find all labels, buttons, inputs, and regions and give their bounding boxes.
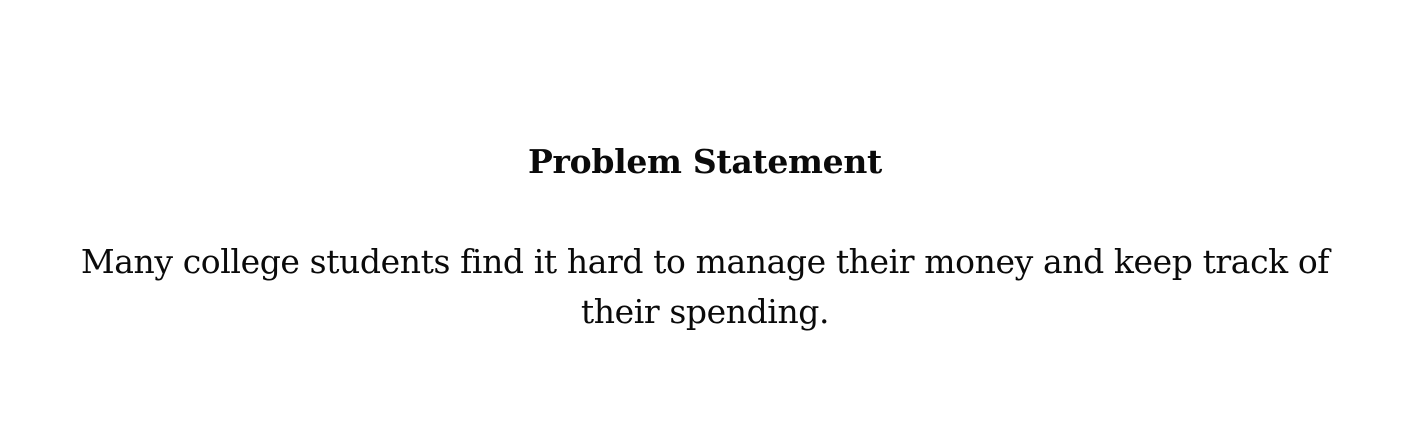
section-heading: Problem Statement xyxy=(528,142,882,181)
problem-statement-text: Many college students find it hard to manage their money and keep track of their spending. xyxy=(80,242,1330,331)
